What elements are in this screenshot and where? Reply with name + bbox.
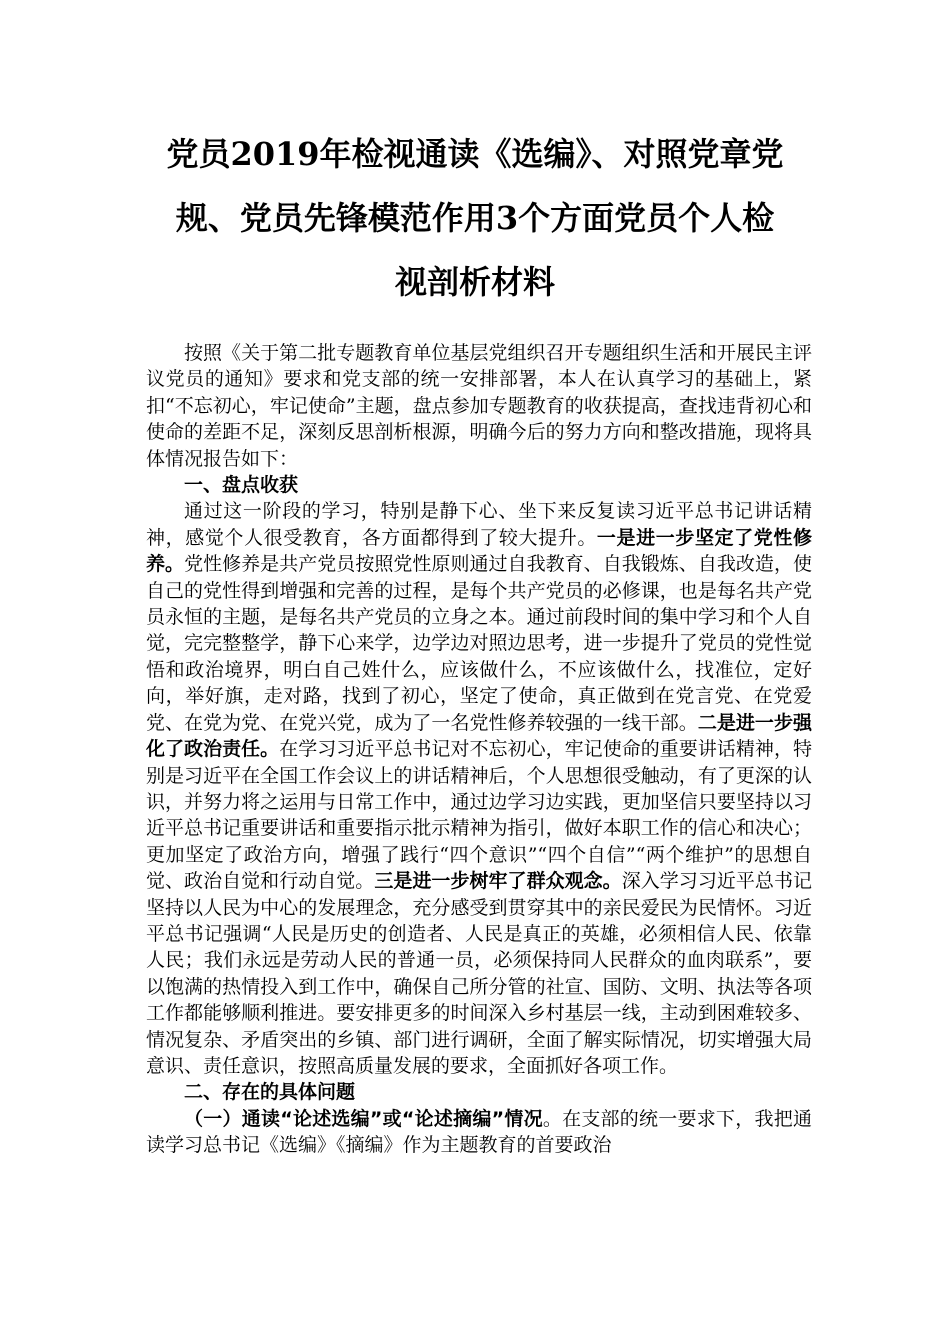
document-title [138,122,812,314]
problems-point-1: （一）通读“论述选编”或“论述摘编”情况 [184,1107,543,1130]
section-heading-problems: 二、存在的具体问题 [184,1081,356,1104]
document-body [146,340,812,1159]
harvest-text-2: 党性修养是共产党员按照党性原则通过自我教育、自我锻炼、自我改造，使自己的党性得到增强和完善的过程，是每个共产党员的必修课，也是每名共产党员永恒的主题，是每名共产党员的立身之本。通过前段时间的集中学习和个人自觉，完完整整学，静下心来学，边学边对照边思考，进一步提升了党员的党性觉悟和政治境界，明白自己姓什么，应该做什么，不应该做什么，找准位，定好向，举好旗，走对路，找到了初心，坚定了使命，真正做到在党言党、在党爱党、在党为党、在党兴党，成为了一名党性修养较强的一线干部。 [146,553,812,734]
problems-text-1: 。在支部的统一要求下，我把通读学习总书记《选编》《摘编》作为主题教育的首要政治 [146,1107,812,1157]
title-line-1: 党员2019年检视通读《选编》、对照党章党 [166,135,784,173]
problems-paragraph [146,1106,812,1159]
harvest-point-2: 二是进一步强化了政治责任。 [146,711,812,761]
title-line-2: 规、党员先锋模范作用3个方面党员个人检 [175,199,775,237]
harvest-text-1: 通过这一阶段的学习，特别是静下心、坐下来反复读习近平总书记讲话精神，感觉个人很受教育，各方面都得到了较大提升。 [146,500,812,549]
section-heading-harvest: 一、盘点收获 [184,474,299,497]
title-line-3: 视剖析材料 [394,263,555,301]
intro-paragraph: 按照《关于第二批专题教育单位基层党组织召开专题组织生活和开展民主评议党员的通知》要求和党支部的统一安排部署，本人在认真学习的基础上，紧扣“不忘初心，牢记使命”主题，盘点参加专题教育的收获提高，查找违背初心和使命的差距不足，深刻反思剖析根源，明确今后的努力方向和整改措施，现将具体情况报告如下： [146,342,812,470]
harvest-point-3: 三是进一步树牢了群众观念。 [374,870,622,893]
harvest-text-4: 深入学习习近平总书记坚持以人民为中心的发展理念，充分感受到贯穿其中的亲民爱民为民情怀。习近平总书记强调“人民是历史的创造者、人民是真正的英雄，必须相信人民、依靠人民；我们永远是劳动人民的普通一员，必须保持同人民群众的血肉联系”，要以饱满的热情投入到工作中，确保自己所分管的社宣、国防、文明、执法等各项工作都能够顺利推进。要安排更多的时间深入乡村基层一线，主动到困难较多、情况复杂、矛盾突出的乡镇、部门进行调研，全面了解实际情况，切实增强大局意识、责任意识，按照高质量发展的要求，全面抓好各项工作。 [146,870,812,1077]
harvest-point-1: 一是进一步坚定了党性修养。 [146,526,812,576]
harvest-paragraph [146,498,812,1079]
harvest-text-3: 在学习习近平总书记对不忘初心，牢记使命的重要讲话精神，特别是习近平在全国工作会议上的讲话精神后，个人思想很受触动，有了更深的认识，并努力将之运用与日常工作中，通过边学习边实践，更加坚信只要坚持以习近平总书记重要讲话和重要指示批示精神为指引，做好本职工作的信心和决心；更加坚定了政治方向，增强了践行“四个意识”“四个自信”“两个维护”的思想自觉、政治自觉和行动自觉。 [146,738,812,893]
